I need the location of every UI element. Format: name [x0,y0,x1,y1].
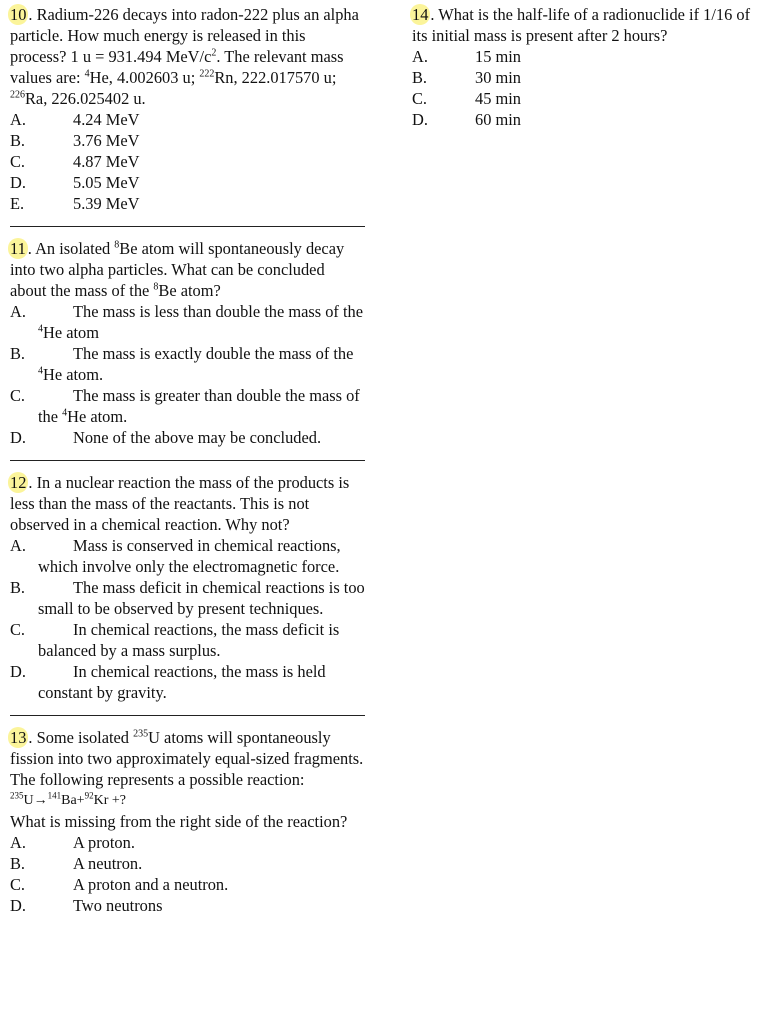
question-11 [10,238,365,448]
answer-option[interactable]: B. The mass is exactly double the mass of the $^4$He atom. [10,344,354,384]
left-column [10,4,365,916]
answer-option[interactable]: D. 5.05 MeV [10,173,140,192]
question-number-highlight: 11 [10,239,26,258]
answer-option[interactable]: C. 45 min [412,89,521,108]
divider [10,460,365,461]
question-number-highlight: 13 [10,728,27,747]
right-column [412,4,757,130]
answer-option[interactable]: C. In chemical reactions, the mass deficit is balanced by a mass surplus. [10,620,340,660]
question-number-highlight: 14 [412,5,429,24]
question-10 [10,4,365,214]
answer-option[interactable]: E. 5.39 MeV [10,194,140,213]
answer-option[interactable]: D. In chemical reactions, the mass is held constant by gravity. [10,662,326,702]
answer-option[interactable]: C. 4.87 MeV [10,152,140,171]
answer-option[interactable]: A. A proton. [10,833,135,852]
question-number-highlight: 10 [10,5,27,24]
answer-option[interactable]: B. The mass deficit in chemical reactions is too small to be observed by present techniques. [10,578,365,618]
answer-option[interactable]: C. The mass is greater than double the mass of the $^4$He atom. [10,386,360,426]
answer-option[interactable]: B. A neutron. [10,854,143,873]
divider [10,715,365,716]
reaction-equation: $^{235}$U→$^{141}$Ba+$^{92}$Kr +? [10,790,126,808]
question-13-stem: 13 . Some isolated $^{235}$U atoms will spontaneously fission into two approximately equal-sized fragments. The following represents a possible reaction: [10,728,364,789]
answer-option[interactable]: A. The mass is less than double the mass of the $^4$He atom [10,302,363,342]
answer-option[interactable]: B. 30 min [412,68,521,87]
question-14 [412,4,757,130]
answer-option[interactable]: B. 3.76 MeV [10,131,140,150]
question-14-stem: 14 . What is the half-life of a radionuclide if 1/16 of its initial mass is present after 2 hours? [412,5,751,45]
answer-option[interactable]: D. None of the above may be concluded. [10,428,322,447]
question-12-stem: 12 . In a nuclear reaction the mass of the products is less than the mass of the reactants. This is not observed in a chemical reaction. Why not? [10,473,350,534]
answer-option[interactable]: C. A proton and a neutron. [10,875,229,894]
question-number-highlight: 12 [10,473,27,492]
question-13-prompt: What is missing from the right side of the reaction? [10,812,348,831]
question-12 [10,472,365,703]
answer-option[interactable]: D. Two neutrons [10,896,163,915]
question-10-stem: 10 . Radium-226 decays into radon-222 plus an alpha particle. How much energy is released in this process? 1 u = 931.494 MeV/$c^2$. The relevant mass values are: $^4$He, 4.002603 u; $^{222}$Rn, 222.017570 u; $^{226}$Ra, 226.025402 u. [10,5,359,108]
question-13 [10,727,365,916]
answer-option[interactable]: A. Mass is conserved in chemical reactions, which involve only the electromagnetic force. [10,536,341,576]
divider [10,226,365,227]
answer-option[interactable]: D. 60 min [412,110,521,129]
answer-option[interactable]: A. 15 min [412,47,521,66]
question-11-stem: 11 . An isolated $^8$Be atom will spontaneously decay into two alpha particles. What can be concluded about the mass of the $^8$Be atom? [10,239,345,300]
answer-option[interactable]: A. 4.24 MeV [10,110,140,129]
